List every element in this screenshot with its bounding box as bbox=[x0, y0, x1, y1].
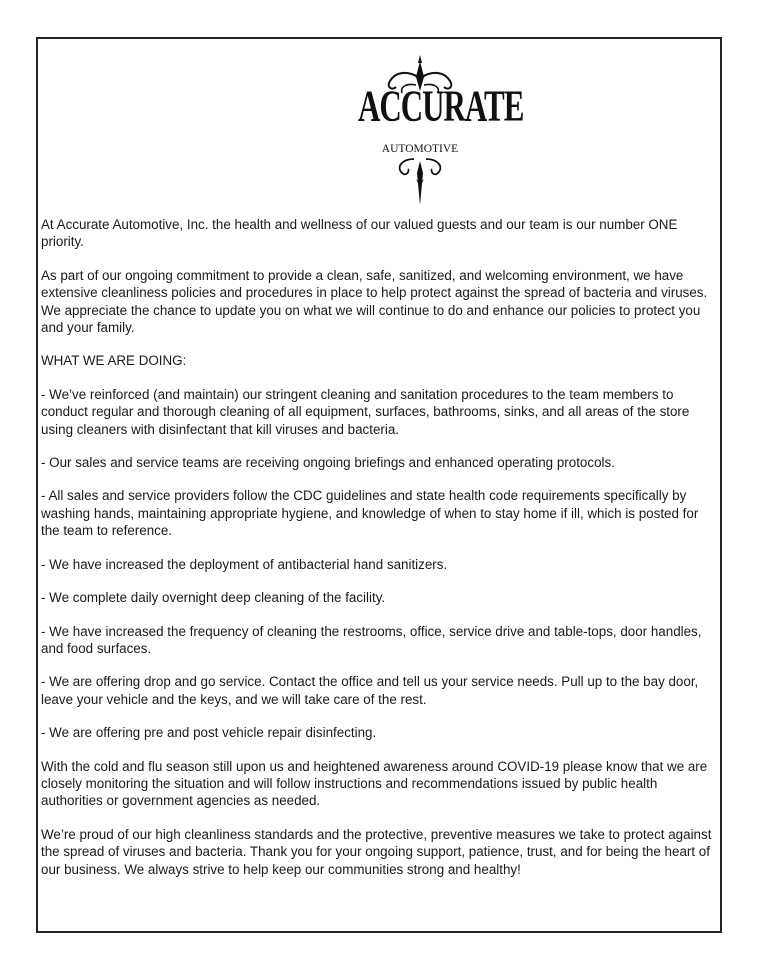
notice-body bbox=[41, 216, 717, 894]
measure-item: - We are offering pre and post vehicle repair disinfecting. bbox=[41, 725, 377, 741]
measure-item: - We’ve reinforced (and maintain) our stringent cleaning and sanitation procedures to the team members to conduct regular and thorough cleaning of all equipment, surfaces, bathrooms, sinks, and all areas of the store using cleaners with disinfectant that kill viruses and bacteria. bbox=[41, 386, 690, 437]
section-heading: WHAT WE ARE DOING: bbox=[41, 353, 187, 369]
measure-item: - We have increased the frequency of cleaning the restrooms, office, service drive and table-tops, door handles, and food surfaces. bbox=[41, 623, 702, 656]
accurate-automotive-logo bbox=[356, 47, 524, 207]
measure-item: - All sales and service providers follow the CDC guidelines and state health code requirements specifically by washing hands, maintaining appropriate hygiene, and knowledge of when to stay home if ill, which is posted for the team to reference. bbox=[41, 488, 699, 539]
monitoring-paragraph: With the cold and flu season still upon us and heightened awareness around COVID-19 please know that we are closely monitoring the situation and will follow instructions and recommendations issued by public health authorities or government agencies as needed. bbox=[41, 758, 708, 809]
logo-wordmark: ACCURATE bbox=[358, 80, 524, 131]
commitment-paragraph: As part of our ongoing commitment to provide a clean, safe, sanitized, and welcoming environment, we have extensive cleanliness policies and procedures in place to help protect against the spread of bacteria and viruses. We appreciate the chance to update you on what we will continue to do and enhance our policies to protect you and your family. bbox=[41, 267, 708, 336]
measure-item: - We complete daily overnight deep cleaning of the facility. bbox=[41, 590, 386, 606]
intro-paragraph: At Accurate Automotive, Inc. the health and wellness of our valued guests and our team is our number ONE priority. bbox=[41, 217, 678, 250]
measure-item: - We are offering drop and go service. Contact the office and tell us your service needs. Pull up to the bay door, leave your vehicle and the keys, and we will take care of the rest. bbox=[41, 674, 699, 707]
measure-item: - Our sales and service teams are receiving ongoing briefings and enhanced operating protocols. bbox=[41, 455, 615, 471]
notice-page bbox=[36, 37, 722, 933]
closing-paragraph: We’re proud of our high cleanliness standards and the protective, preventive measures we take to protect against the spread of viruses and bacteria. Thank you for your ongoing support, patience, trust, and for being the heart of our business. We always strive to help keep our communities strong and healthy! bbox=[41, 826, 712, 877]
logo-subtitle: AUTOMOTIVE bbox=[381, 143, 459, 155]
measure-item: - We have increased the deployment of antibacterial hand sanitizers. bbox=[41, 556, 448, 572]
